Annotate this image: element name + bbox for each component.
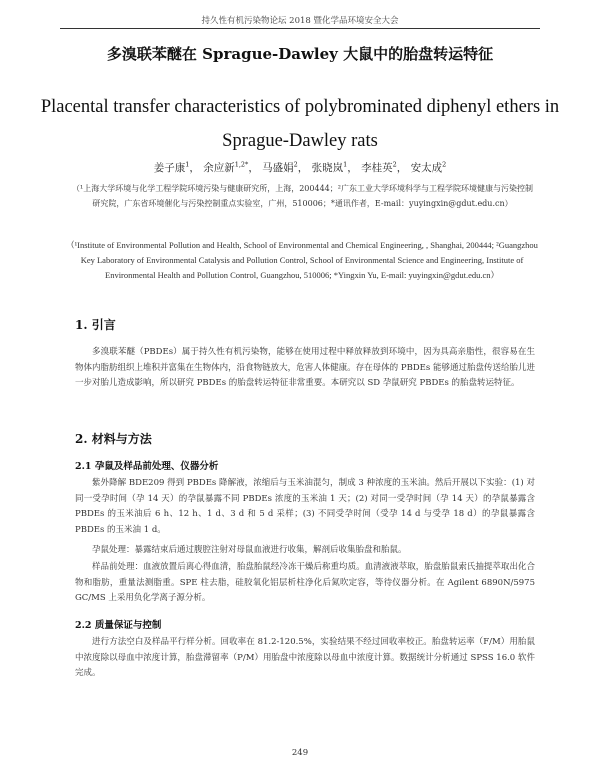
qa-paragraph: 进行方法空白及样品平行样分析。回收率在 81.2-120.5%，实验结果不经过回收率校正。胎盘转运率（F/M）用胎鼠中浓度除以母血中浓度计算，胎盘滞留率（P/M）用胎盘中浓度除以母血中浓度计算。数据统计分析通过 SPSS 16.0 软件完成。: [75, 637, 535, 678]
title-chinese: 多溴联苯醚在 Sprague-Dawley 大鼠中的胎盘转运特征: [106, 45, 494, 63]
running-header: 持久性有机污染物论坛 2018 暨化学品环境安全大会: [201, 16, 399, 26]
header-rule: [60, 28, 540, 29]
affiliation-english: （¹Institute of Environmental Pollution and Health, School of Environmental and Chemical Engineering, , Shanghai, 200444; ²Guangzhou Key Laboratory of Environmental Catalysis and Pollution Control, School of Environmental Science and Engineering, Institute of Environmental Health and Pollution Control, Guangzhou, 510006; *Yingxin Yu, E-mail: yuyingxin@gdut.edu.cn）: [66, 240, 538, 280]
subsection-heading-2-1: 2.1 孕鼠及样品前处理、仪器分析: [75, 461, 219, 472]
methods-paragraph-1: 紫外降解 BDE209 得到 PBDEs 降解液，浓缩后与玉米油混匀，制成 3 种浓度的玉米油。然后开展以下实验：(1) 对同一受孕时间（孕 14 天）的孕鼠暴露不同 PBDEs 浓度的玉米油 1 天；(2) 对同一受孕时间（孕 14 天）的孕鼠暴露含 PBDEs 的玉米油后 6 h、12 h、1 d、3 d 和 5 d 采样；(3) 不同受孕时间（受孕 14 d 与受孕 18 d）的孕鼠暴露含 PBDEs 的玉米油 1 d。: [75, 478, 535, 535]
title-english: Placental transfer characteristics of polybrominated diphenyl ethers in Sprague-Dawley rats: [40, 97, 560, 151]
author-list: 姜子康$^1$， 余应新$^{1,2*}$， 马盛娟$^2$， 张晓岚$^1$， 李桂英$^2$， 安太成$^2$: [153, 160, 447, 174]
subsection-heading-2-2: 2.2 质量保证与控制: [75, 620, 162, 631]
section-heading-intro: 1. 引言: [75, 318, 116, 332]
author-6: 安太成$^2$: [410, 160, 447, 174]
intro-paragraph: 多溴联苯醚（PBDEs）属于持久性有机污染物，能够在使用过程中释放释放到环境中，因为具高亲脂性，很容易在生物体内脂肪组织上堆积并富集在生物体内，沿食物链放大，危害人体健康。存在母体的 PBDEs 能够通过胎盘传送给胎儿进一步对胎儿造成影响，所以研究 PBDEs 的胎盘转运特征非常重要。本研究以 SD 孕鼠研究 PBDEs 的胎盘转运特征。: [75, 347, 535, 388]
author-4: 张晓岚$^1$: [311, 160, 348, 174]
author-3: 马盛娟$^2$: [262, 160, 298, 174]
methods-paragraph-3: 样品前处理：血液放置后离心得血清，胎盘胎鼠经冷冻干燥后称重均质。血清液液萃取，胎盘胎鼠索氏抽提萃取出化合物和脂肪，重量法测脂重。SPE 柱去脂，硅胶氧化铝层析柱净化后氮吹定容，等待仪器分析。在 Agilent 6890N/5975 GC/MS 上采用负化学离子源分析。: [75, 562, 535, 603]
page-number: 249: [291, 748, 309, 758]
section-heading-methods: 2. 材料与方法: [75, 432, 152, 446]
author-2: 余应新$^{1,2*}$: [203, 160, 249, 174]
author-1: 姜子康$^1$: [153, 160, 190, 174]
author-5: 李桂英$^2$: [361, 160, 397, 174]
methods-paragraph-2: 孕鼠处理：暴露结束后通过腹腔注射对母鼠血液进行收集，解剖后收集胎盘和胎鼠。: [92, 545, 407, 555]
affiliation-chinese: （¹上海大学环境与化学工程学院环境污染与健康研究所，上海，200444；²广东工业大学环境科学与工程学院环境健康与污染控制研究院，广东省环境催化与污染控制重点实验室，广州，510006；*通讯作者，E-mail：yuyingxin@gdut.edu.cn）: [72, 184, 533, 208]
